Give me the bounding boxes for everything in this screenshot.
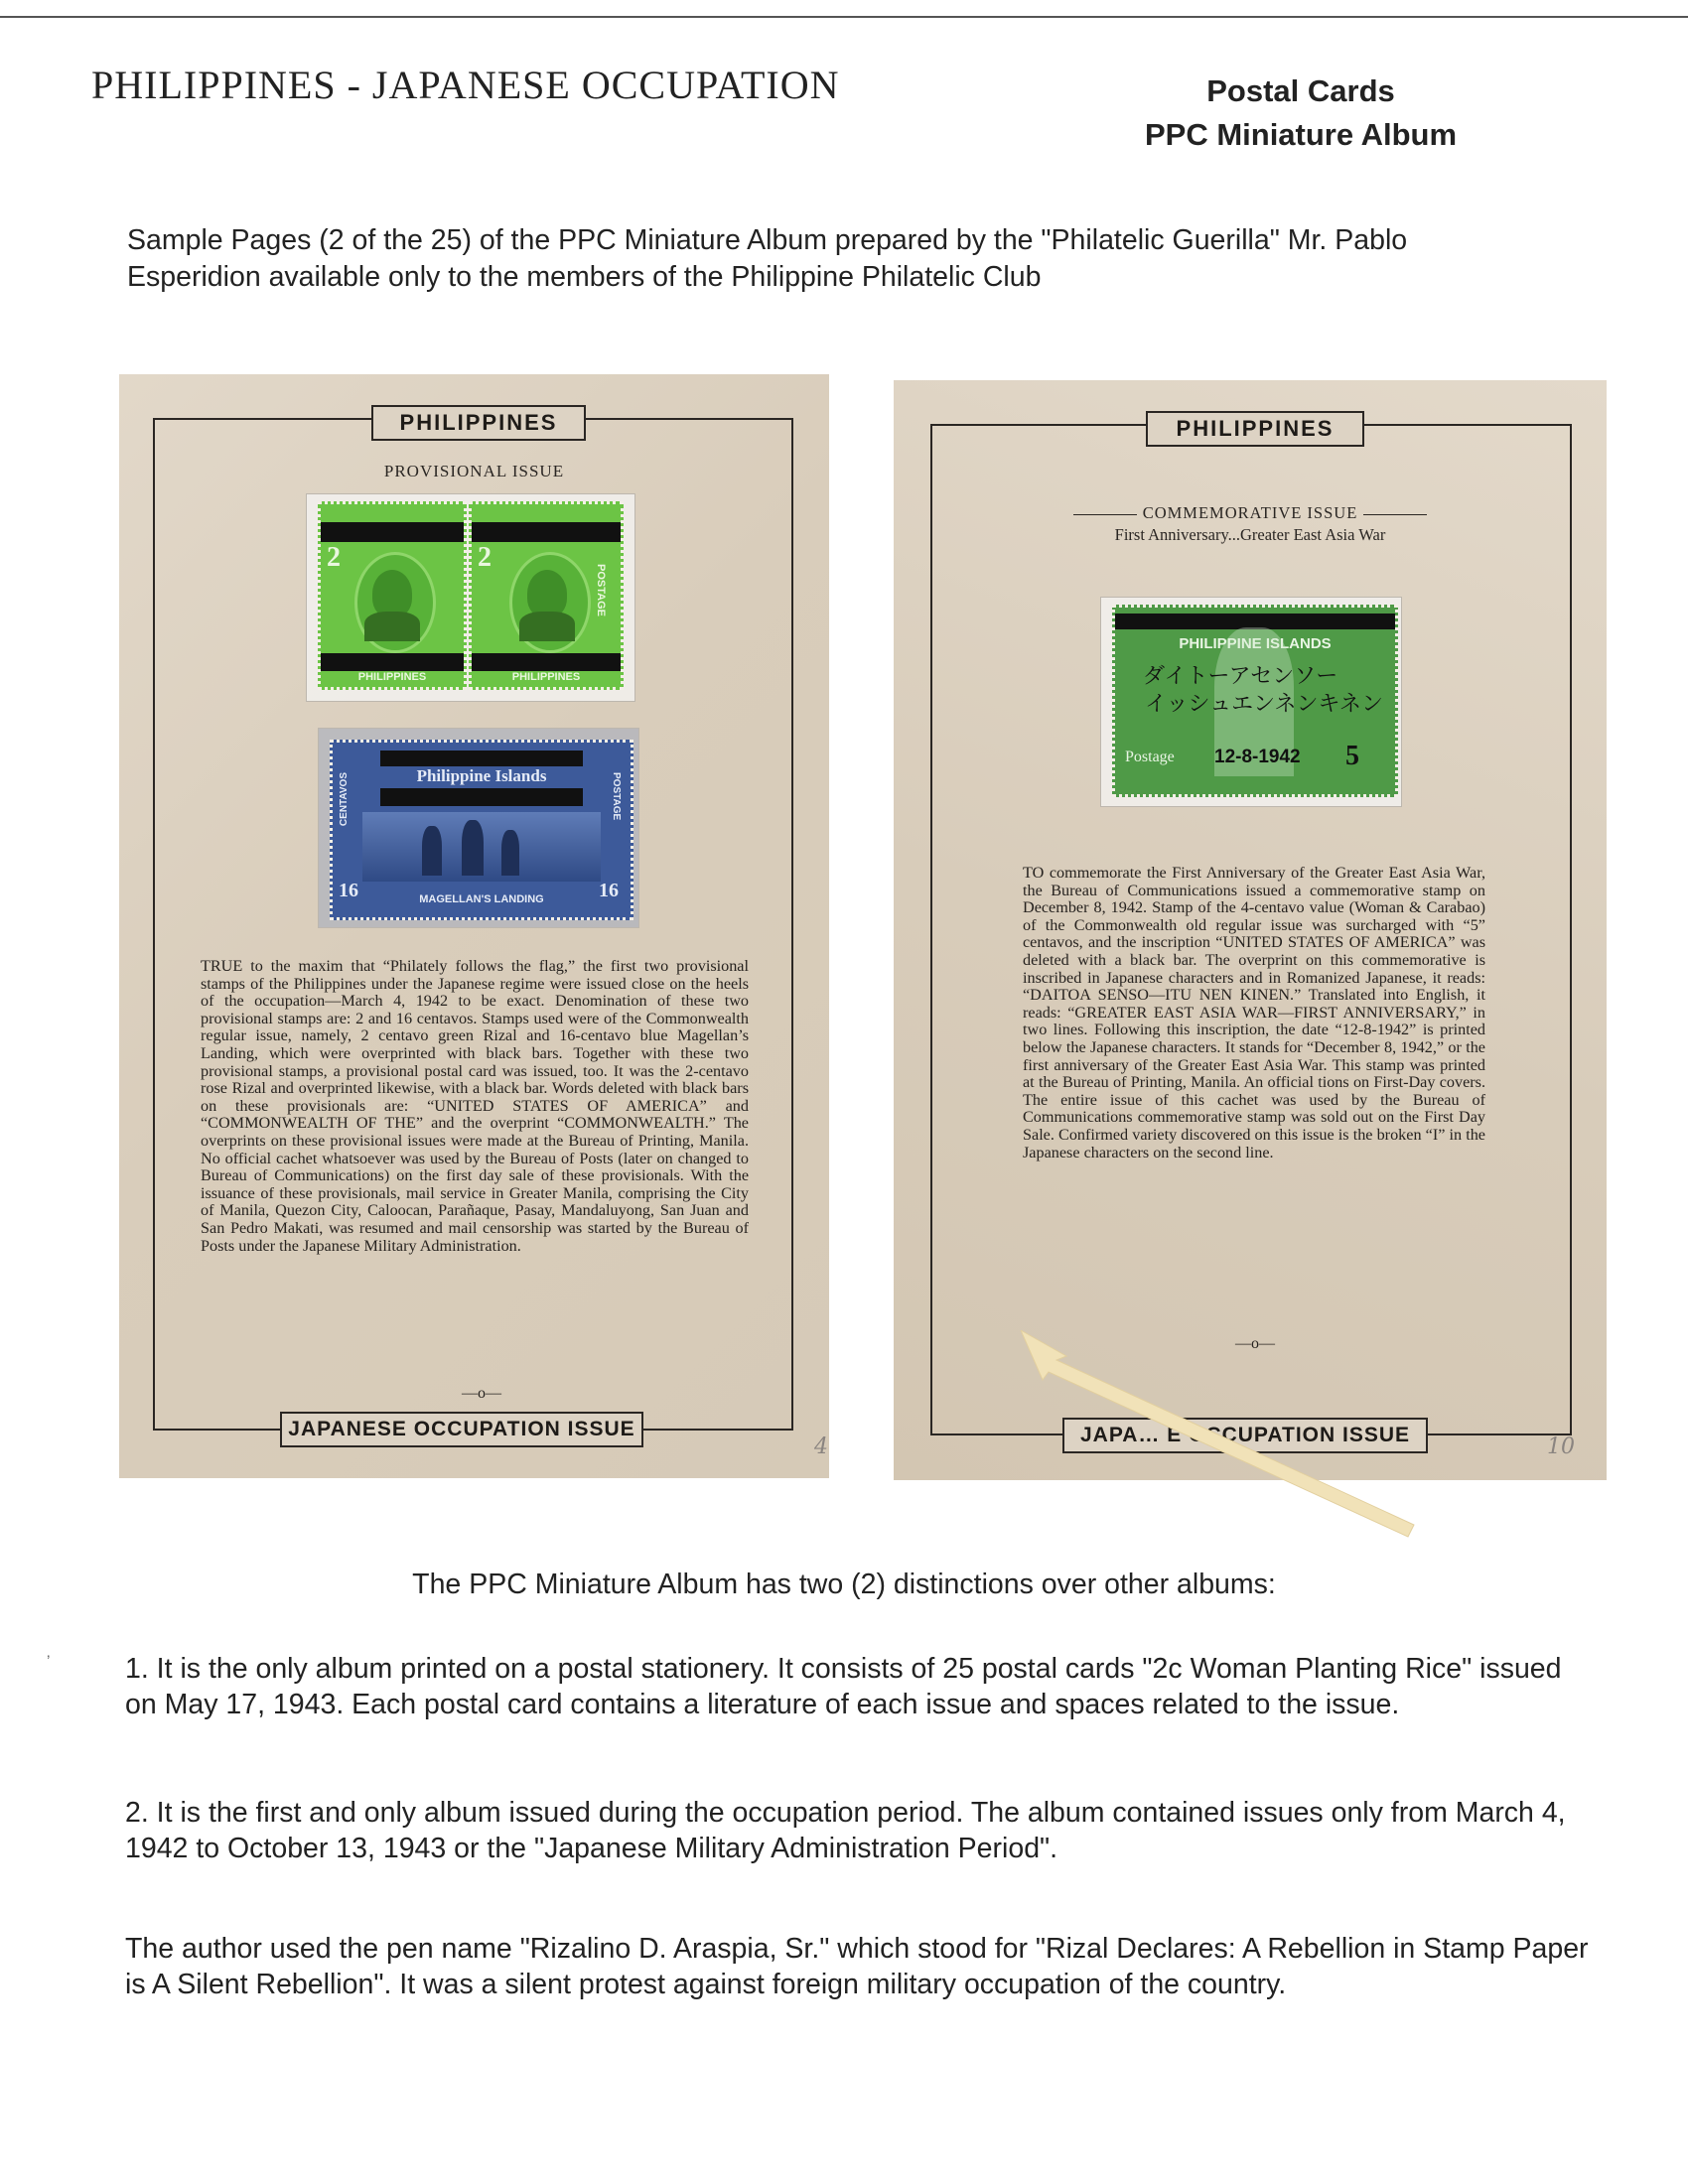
rizal-stamp-1 xyxy=(318,501,467,690)
card-top-header: PHILIPPINES xyxy=(1146,411,1364,447)
stamp-top-text: PHILIPPINE ISLANDS xyxy=(1179,635,1332,652)
stamp-postage-text: Postage xyxy=(1125,749,1175,765)
album-page-commemorative xyxy=(894,380,1607,1480)
magellan-stamp xyxy=(330,740,633,920)
stamp-date-overprint: 12-8-1942 xyxy=(1214,747,1301,767)
top-rule xyxy=(0,16,1688,18)
rule-left xyxy=(1073,514,1137,515)
card-bottom-header: JAPA… E OCCUPATION ISSUE xyxy=(1062,1418,1428,1453)
rizal-stamp-2 xyxy=(469,501,624,690)
card-bottom-header: JAPANESE OCCUPATION ISSUE xyxy=(280,1412,643,1447)
end-mark: —o— xyxy=(1235,1335,1275,1352)
distinctions-heading: The PPC Miniature Album has two (2) distinctions over other albums: xyxy=(412,1569,1276,1600)
japanese-overprint-2: イッシュエンネンキネン xyxy=(1145,691,1384,716)
stamp-value-right: 16 xyxy=(599,880,619,901)
card-subtitle-1: COMMEMORATIVE ISSUE xyxy=(894,503,1607,523)
distinction-point-1: 1. It is the only album printed on a postal stationery. It consists of 25 postal cards "2c Woman Planting Rice" issued on May 17, 1943. Each postal card contains a literature of each issue and spaces related to the issue. xyxy=(125,1653,1562,1720)
stamp-side-text: POSTAGE xyxy=(595,564,607,616)
intro-paragraph: Sample Pages (2 of the 25) of the PPC Miniature Album prepared by the "Philatelic Guerilla" Mr. Pablo Esperidion available only to the members of the Philippine Philatelic Club xyxy=(127,224,1408,293)
distinction-point-2: 2. It is the first and only album issued during the occupation period. The album contained issues only from March 4, 1942 to October 13, 1943 or the "Japanese Military Administration Period". xyxy=(125,1797,1566,1864)
card-subtitle: PROVISIONAL ISSUE xyxy=(383,462,565,480)
stamp-bottom-text: PHILIPPINES xyxy=(511,671,581,683)
section-line-1: Postal Cards xyxy=(1206,73,1395,108)
stamp-value: 2 xyxy=(327,542,341,573)
stamp-side-right: POSTAGE xyxy=(611,772,622,821)
margin-mark: ʼ xyxy=(47,1654,51,1671)
arrow-pointer-icon xyxy=(1003,1330,1420,1539)
commemorative-stamp xyxy=(1112,605,1398,797)
stamp-value: 2 xyxy=(478,542,492,573)
rule-right xyxy=(1363,514,1427,515)
stamp-value-left: 16 xyxy=(339,880,358,901)
stamp-caption: MAGELLAN'S LANDING xyxy=(419,893,544,905)
pencil-page-number: 10 xyxy=(1547,1434,1575,1459)
page-title: PHILIPPINES - JAPANESE OCCUPATION xyxy=(91,63,840,107)
section-line-2: PPC Miniature Album xyxy=(1144,117,1458,152)
card-body-text: TO commemorate the First Anniversary of the Greater East Asia War, the Bureau of Communications issued a commemorative stamp on December 8, 1942. Stamp of the 4-centavo value (Woman & Carabao) of the Commonwealth old regular issue was surcharged with “5” centavos, and the inscription “UNITED STATES OF AMERICA” was deleted with a black bar. The overprint on this commemorative is inscribed in Japanese characters and in Romanized Japanese, it reads: “DAITOA SENSO—ITU NEN KINEN.” Translated into English, it reads: “GREATER EAST ASIA WAR—FIRST ANNIVERSARY,” in two lines. Following this inscription, the date “12-8-1942” is printed below the Japanese characters. It stands for “December 8, 1942,” or the first anniversary of the Greater East Asia War. This stamp was printed at the Bureau of Printing, Manila. An official tions on First-Day covers. The entire issue of this cachet was used by the Bureau of Communications commemorative stamp was sold out on the First Day Sale. Confirmed variety discovered on this issue is the broken “I” in the Japanese characters on the second line. xyxy=(1023,864,1485,1161)
section-label xyxy=(1122,69,1479,157)
japanese-overprint-1: ダイトーアセンソー xyxy=(1143,663,1338,688)
card-top-header: PHILIPPINES xyxy=(371,405,586,441)
stamp-surcharge-value: 5 xyxy=(1345,741,1359,771)
card-subtitle-2: First Anniversary...Greater East Asia War xyxy=(1114,525,1386,544)
author-note: The author used the pen name "Rizalino D. Araspia, Sr." which stood for "Rizal Declares: A Rebellion in Stamp Paper is A Silent Rebellion". It was a silent protest against foreign military occupation of the country. xyxy=(125,1933,1589,2000)
album-page-provisional xyxy=(119,374,829,1478)
stamp-title: Philippine Islands xyxy=(416,766,547,785)
end-mark: —o— xyxy=(462,1385,501,1402)
stamp-side-left: CENTAVOS xyxy=(339,772,350,827)
pencil-page-number: 4 xyxy=(814,1434,828,1459)
card-body-text: TRUE to the maxim that “Philately follows the flag,” the first two provisional stamps of the Philippines under the Japanese regime were issued close on the heels of the occupation—March 4, 1942 to be exact. Denomination of these two provisional stamps are: 2 and 16 centavos. Stamps used were of the Commonwealth regular issue, namely, 2 centavo green Rizal and 16-centavo blue Magellan’s Landing, which were overprinted with black bars. Together with these two provisional stamps, a provisional postal card was issued, too. It was the 2-centavo rose Rizal and overprinted likewise, with a black bar. Words deleted with black bars on these provisionals are: “UNITED STATES OF AMERICA” and “COMMONWEALTH OF THE” and the overprint “COMMONWEALTH.” The overprints on these provisional issues were made at the Bureau of Printing, Manila. No official cachet whatsoever was used by the Bureau of Posts (later on changed to Bureau of Communications) on the first day sale of these provisionals. With the issuance of these provisionals, mail service in Greater Manila, comprising the City of Manila, Quezon City, Caloocan, Parañaque, Pasay, Mandaluyong, San Juan and San Pedro Makati, was resumed and mail censorship was started by the Bureau of Posts under the Japanese Military Administration. xyxy=(201,957,749,1255)
stamp-bottom-text: PHILIPPINES xyxy=(357,671,427,683)
